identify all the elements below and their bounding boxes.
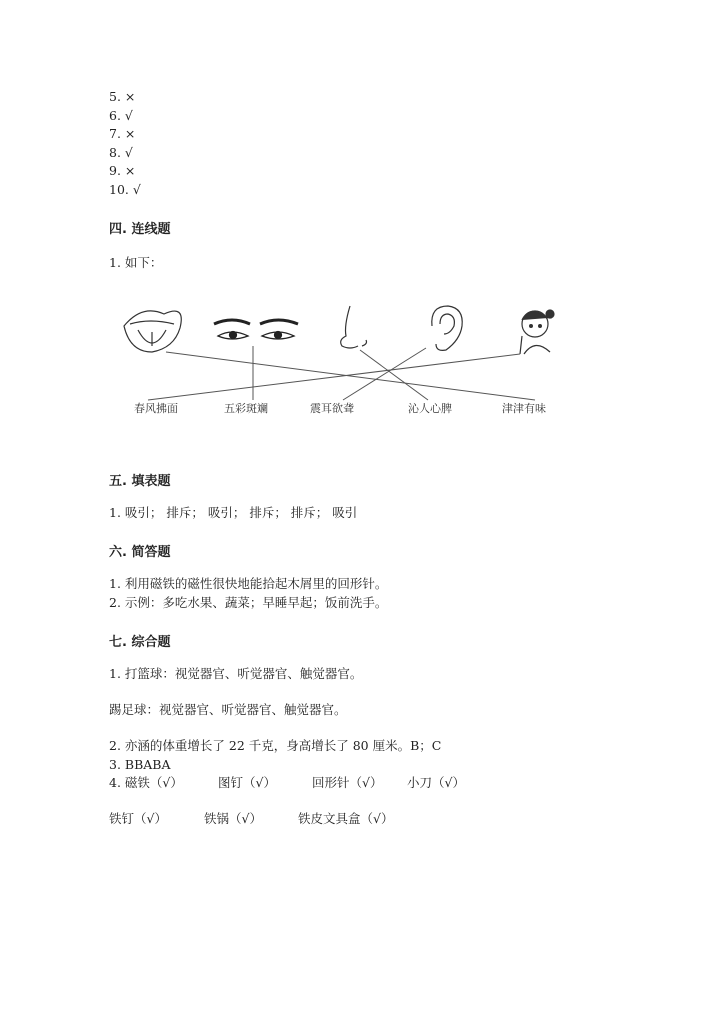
match-label-2: 五彩斑斓 <box>224 402 268 415</box>
item-mark: √ <box>124 145 133 160</box>
section-5-title: 五. 填表题 <box>109 474 171 489</box>
match-label-1: 春风拂面 <box>134 402 178 415</box>
section-7-q3: 3. BBABA <box>109 757 171 772</box>
section-6-q1: 1. 利用磁铁的磁性很快地能拾起木屑里的回形针。 <box>109 576 388 591</box>
match-label-4: 沁人心脾 <box>408 402 452 415</box>
section-7-q2: 2. 亦涵的体重增长了 22 千克，身高增长了 80 厘米。B；C <box>109 738 442 753</box>
line-nose-to-label4 <box>360 350 428 400</box>
girl-icon <box>520 310 554 354</box>
section-4-q1: 1. 如下： <box>109 255 163 270</box>
section-6-q2: 2. 示例：多吃水果、蔬菜；早睡早起；饭前洗手。 <box>109 595 388 610</box>
item-number: 5. <box>109 89 121 104</box>
item-mark: √ <box>124 108 133 123</box>
judgement-item-5 <box>109 88 135 106</box>
q4-row1-item4: 小刀（√） <box>407 775 465 790</box>
item-number: 9. <box>109 163 121 178</box>
q4-row1-item3: 回形针（√） <box>312 775 383 790</box>
judgement-item-10 <box>109 181 141 199</box>
section-7-title: 七. 综合题 <box>109 635 171 650</box>
item-mark: × <box>124 89 136 104</box>
match-label-5: 津津有味 <box>502 402 546 415</box>
matching-diagram <box>110 296 570 426</box>
nose-icon <box>341 306 367 348</box>
q4-row2-item3: 铁皮文具盒（√） <box>298 811 394 826</box>
match-label-3: 震耳欲聋 <box>310 402 354 415</box>
section-6-title: 六. 简答题 <box>109 545 171 560</box>
item-mark: × <box>124 126 136 141</box>
mouth-icon <box>124 311 181 352</box>
line-girl-to-label1 <box>148 354 520 400</box>
q4-row1-item1: 4. 磁铁（√） <box>109 775 183 790</box>
q4-row1-item2: 图钉（√） <box>218 775 276 790</box>
section-5-q1: 1. 吸引； 排斥； 吸引； 排斥； 排斥； 吸引 <box>109 505 358 520</box>
section-7-q1a: 1. 打篮球：视觉器官、听觉器官、触觉器官。 <box>109 666 363 681</box>
judgement-item-9 <box>109 162 135 180</box>
eyes-icon <box>214 320 298 339</box>
q4-row2-item2: 铁锅（√） <box>204 811 262 826</box>
judgement-item-6 <box>109 107 133 125</box>
item-number: 6. <box>109 108 121 123</box>
judgement-item-8 <box>109 144 133 162</box>
item-mark: × <box>124 163 136 178</box>
judgement-item-7 <box>109 125 135 143</box>
item-number: 8. <box>109 145 121 160</box>
section-7-q1b: 踢足球：视觉器官、听觉器官、触觉器官。 <box>109 702 347 717</box>
item-number: 10. <box>109 182 129 197</box>
match-lines <box>148 346 535 400</box>
q4-row2-item1: 铁钉（√） <box>109 811 167 826</box>
item-mark: √ <box>132 182 141 197</box>
ear-icon <box>432 306 462 350</box>
item-number: 7. <box>109 126 121 141</box>
section-4-title: 四. 连线题 <box>109 222 171 237</box>
